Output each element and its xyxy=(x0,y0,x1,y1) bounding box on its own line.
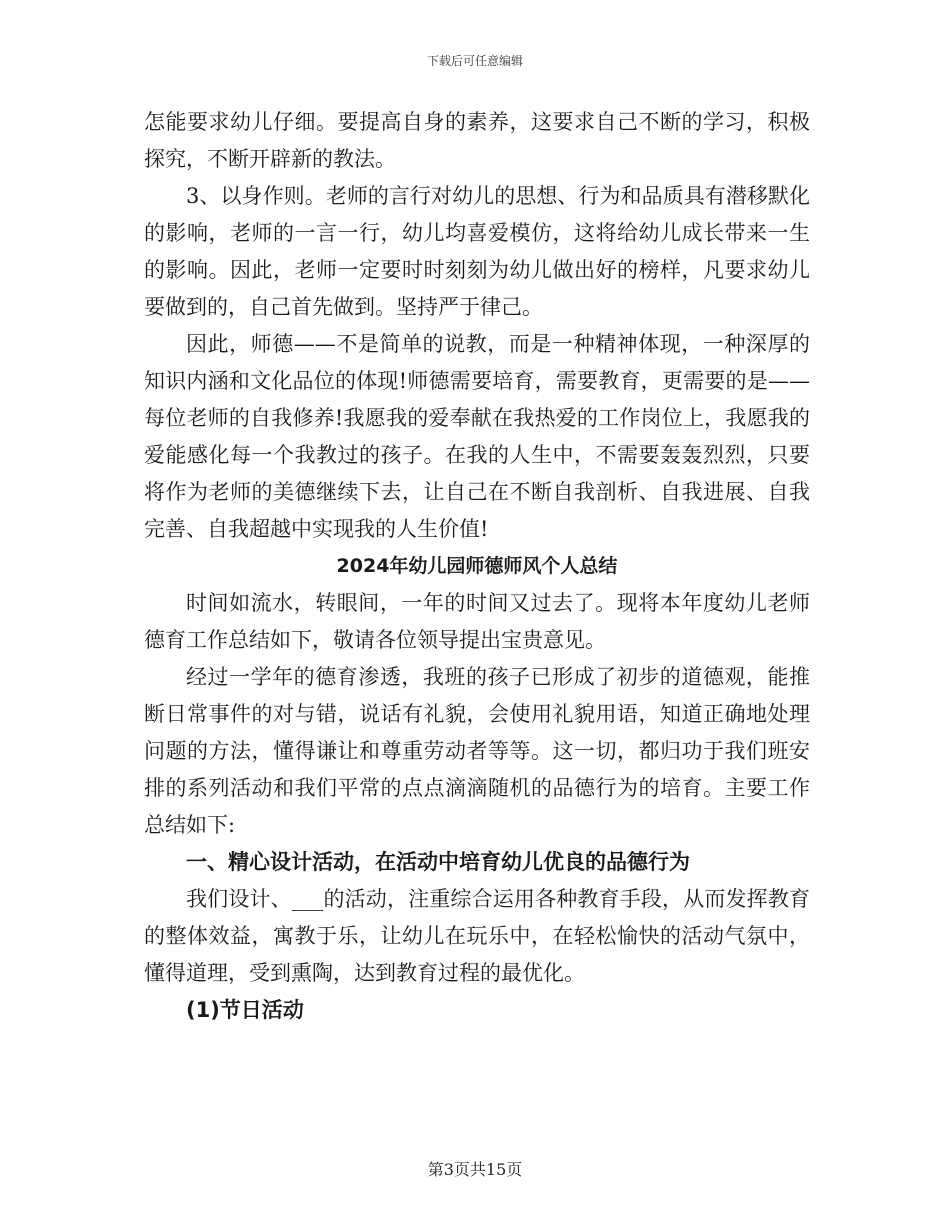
page-header: 下载后可任意编辑 xyxy=(426,54,523,68)
page-footer: 第3页共15页 xyxy=(427,1160,523,1179)
paragraph-activity-design: 我们设计、___的活动，注重综合运用各种教育手段，从而发挥教育的整体效益，寓教于乐，让幼儿在玩乐中，在轻松愉快的活动气氛中，懂得道理，受到熏陶，达到教育过程的最优化。 xyxy=(144,887,810,985)
document-body xyxy=(144,104,810,1029)
paragraph-lead-by-example: 3、以身作则。老师的言行对幼儿的思想、行为和品质具有潜移默化的影响，老师的一言一行，幼儿均喜爱模仿，这将给幼儿成长带来一生的影响。因此，老师一定要时时刻刻为幼儿做出好的榜样，凡要求幼儿要做到的，自己首先做到。坚持严于律己。 xyxy=(144,184,810,319)
paragraph-moral-outcome: 经过一学年的德育渗透，我班的孩子已形成了初步的道德观，能推断日常事件的对与错，说话有礼貌，会使用礼貌用语，知道正确地处理问题的方法，懂得谦让和尊重劳动者等等。这一切，都归功于我们班安排的系列活动和我们平常的点点滴滴随机的品德行为的培育。主要工作总结如下: xyxy=(144,665,810,837)
heading-section-one: 一、精心设计活动，在活动中培育幼儿优良的品德行为 xyxy=(186,850,690,874)
paragraph-intro: 时间如流水，转眼间，一年的时间又过去了。现将本年度幼儿老师德育工作总结如下，敬请各位领导提出宝贵意见。 xyxy=(144,591,810,652)
heading-holiday-activities: (1)节日活动 xyxy=(186,998,304,1022)
paragraph-teacher-ethics: 因此，师德——不是简单的说教，而是一种精神体现，一种深厚的知识内涵和文化品位的体现!师德需要培育，需要教育，更需要的是——每位老师的自我修养!我愿我的爱奉献在我热爱的工作岗位上，我愿我的爱能感化每一个我教过的孩子。在我的人生中，不需要轰轰烈烈，只要将作为老师的美德继续下去，让自己在不断自我剖析、自我进展、自我完善、自我超越中实现我的人生价值! xyxy=(144,332,810,541)
paragraph-continued: 怎能要求幼儿仔细。要提高自身的素养，这要求自己不断的学习，积极探究，不断开辟新的教法。 xyxy=(144,110,810,171)
section-title: 2024年幼儿园师德师风个人总结 xyxy=(336,555,618,577)
